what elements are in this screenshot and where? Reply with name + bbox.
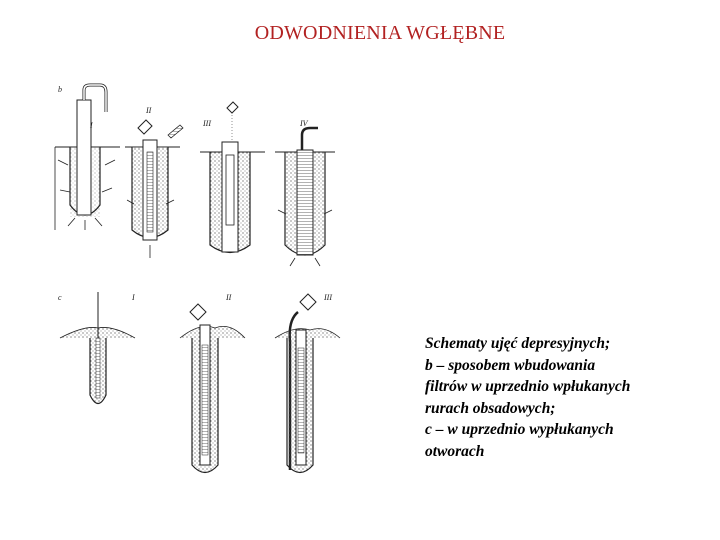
caption-line: filtrów w uprzednio wpłukanych — [425, 378, 631, 395]
caption-line: Schematy ujęć depresyjnych; — [425, 335, 611, 352]
caption-line: b – sposobem wbudowania — [425, 356, 596, 374]
svg-text:I: I — [132, 293, 135, 302]
svg-text:III: III — [203, 119, 211, 128]
svg-text:II: II — [226, 293, 232, 302]
page-title: ODWODNIENIA WGŁĘBNE — [254, 22, 506, 44]
well-c-3 — [275, 293, 340, 473]
svg-text:II: II — [146, 106, 152, 115]
svg-text:I: I — [90, 121, 93, 130]
caption-line: otworach — [425, 442, 485, 460]
well-c-2 — [180, 293, 245, 473]
svg-text:IV: IV — [300, 119, 308, 128]
well-b-2 — [125, 106, 183, 258]
well-b-3 — [200, 102, 265, 253]
svg-text:III: III — [324, 293, 332, 302]
well-b-4 — [275, 119, 335, 266]
label-c: c — [58, 293, 62, 302]
figure-caption — [425, 333, 715, 462]
label-b: b — [58, 85, 62, 94]
caption-line: rurach obsadowych; — [425, 399, 556, 417]
well-dewatering-figure — [50, 80, 430, 500]
well-b-1 — [55, 85, 120, 230]
well-c-1 — [60, 292, 135, 404]
caption-line: c – w uprzednio wypłukanych — [425, 421, 614, 438]
